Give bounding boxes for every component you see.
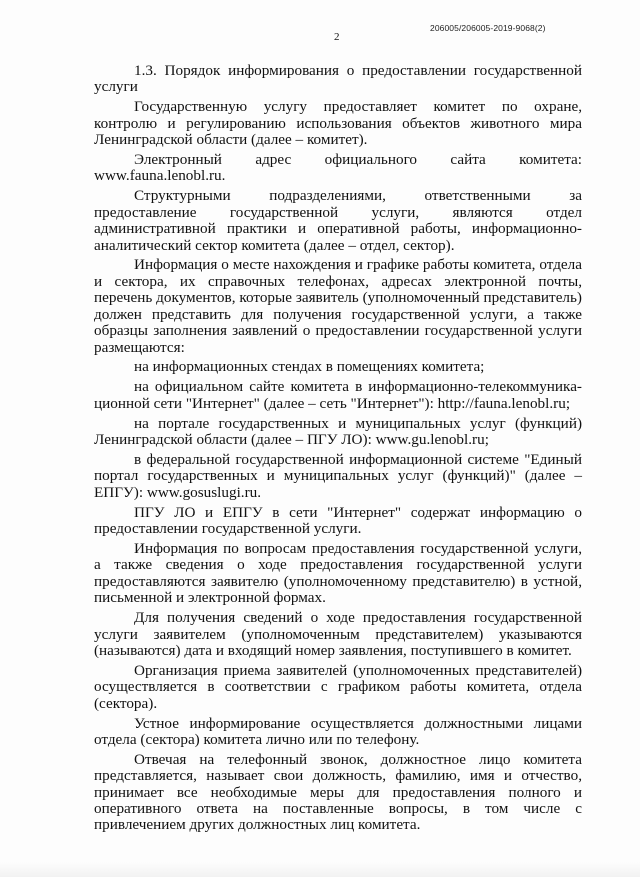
paragraph: Организация приема заявителей (уполномоченных представителей) осуществляется в соответствии с графиком работы комитета, отдела (сектора). [94,661,582,712]
list-item: на официальном сайте комитета в информационно-телекоммуника-ционной сети "Интернет" (далее – сеть "Интернет"): http://fauna.lenobl.ru; [94,378,582,412]
paragraph: Для получения сведений о ходе предоставления государственной услуги заявителем (уполномоченным представителем) указываются (называются) дата и входящий номер заявления, поступившего в комитет. [94,609,582,659]
list-item: на информационных стендах в помещениях комитета; [134,358,485,376]
paragraph: Электронный адрес официального сайта комитета: www.fauna.lenobl.ru. [94,151,582,185]
paragraph: Структурными подразделениями, ответственными за предоставление государственной услуги, являются отдел административной практики и оперативной работы, информационно-аналитический сектор комитета (далее – отдел, сектор). [94,187,582,254]
paragraph: Устное информирование осуществляется должностными лицами отдела (сектора) комитета лично или по телефону. [94,714,582,748]
paragraph: Информация о месте нахождения и графике работы комитета, отдела и сектора, их справочных телефонах, адресах электронной почты, перечень документов, которые заявитель (уполномоченный представитель) должен представить для получения государственной услуги, а также образцы заполнения заявлений о предоставлении государственной услуги размещаются: [94,256,582,356]
section-heading: 1.3. Порядок информирования о предоставлении государственной услуги [94,62,582,96]
list-item: в федеральной государственной информационной системе "Единый портал государственных и муниципальных услуг (функций)" (далее – ЕПГУ): www.gosuslugi.ru. [94,450,582,501]
scan-edge [0,862,640,877]
page-number: 2 [334,31,340,43]
document-body [94,63,582,837]
list-item: на портале государственных и муниципальных услуг (функций) Ленинградской области (далее – ПГУ ЛО): www.gu.lenobl.ru; [94,414,582,449]
document-id: 206005/206005-2019-9068(2) [430,23,546,33]
paragraph: Отвечая на телефонный звонок, должностное лицо комитета представляется, называет свои должность, фамилию, имя и отчество, принимает все необходимые меры для предоставления полного и оперативного ответа на поставленные вопросы, в том числе с привлечением других должностных лиц комитета. [94,750,582,834]
paragraph: Государственную услугу предоставляет комитет по охране, контролю и регулированию использования объектов животного мира Ленинградской области (далее – комитет). [94,98,582,149]
paragraph: ПГУ ЛО и ЕПГУ в сети "Интернет" содержат информацию о предоставлении государственной услуги. [94,503,582,538]
paragraph: Информация по вопросам предоставления государственной услуги, а также сведения о ходе предоставления государственной услуги предоставляются заявителю (уполномоченному представителю) в устной, письменной и электронной формах. [94,539,582,607]
